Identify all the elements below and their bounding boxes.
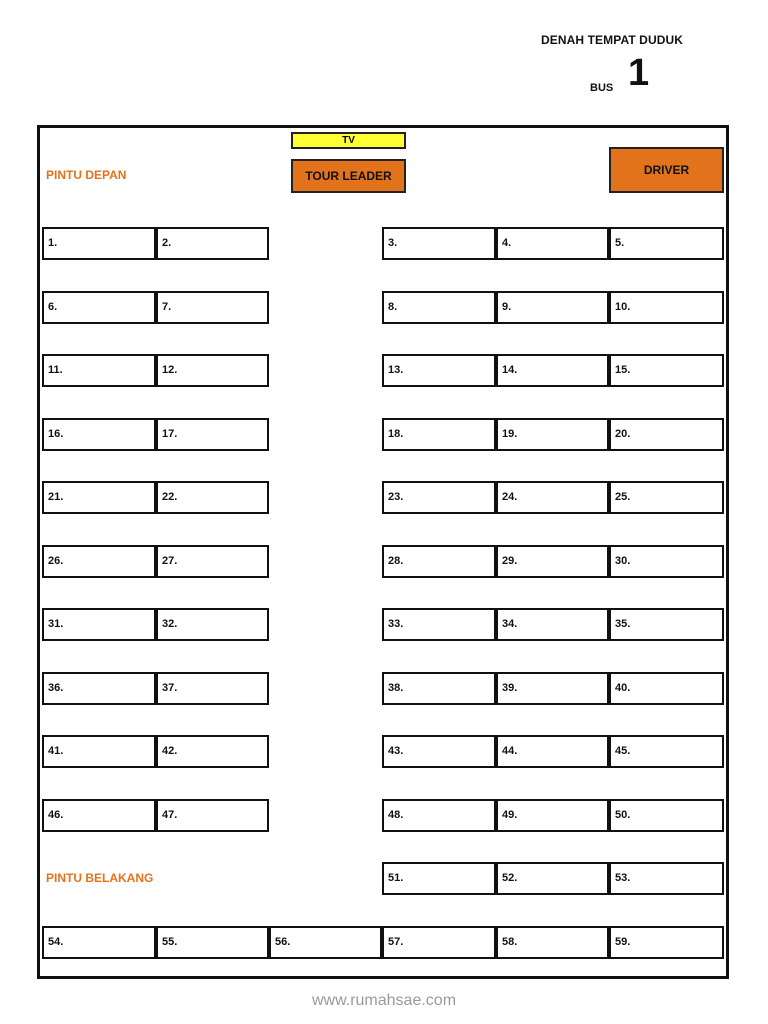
seat-cell: 2. xyxy=(156,227,269,260)
seat-cell: 36. xyxy=(42,672,156,705)
seat-cell: 38. xyxy=(382,672,496,705)
seat-cell: 49. xyxy=(496,799,609,832)
seat-cell: 10. xyxy=(609,291,724,324)
rear-door-marker xyxy=(38,862,44,894)
seat-cell: 47. xyxy=(156,799,269,832)
seat-cell: 11. xyxy=(42,354,156,387)
seat-cell: 12. xyxy=(156,354,269,387)
seat-cell: 7. xyxy=(156,291,269,324)
seat-cell: 45. xyxy=(609,735,724,768)
seat-cell: 50. xyxy=(609,799,724,832)
tour-leader-seat: TOUR LEADER xyxy=(291,159,406,193)
seat-cell: 23. xyxy=(382,481,496,514)
seat-cell: 4. xyxy=(496,227,609,260)
seat-cell: 13. xyxy=(382,354,496,387)
seat-cell: 35. xyxy=(609,608,724,641)
seat-cell: 16. xyxy=(42,418,156,451)
footer-watermark: www.rumahsae.com xyxy=(311,992,457,1009)
seat-cell: 37. xyxy=(156,672,269,705)
seat-cell: 3. xyxy=(382,227,496,260)
page-title: DENAH TEMPAT DUDUK xyxy=(541,33,684,47)
seat-cell: 39. xyxy=(496,672,609,705)
seat-cell: 9. xyxy=(496,291,609,324)
front-door-label: PINTU DEPAN xyxy=(46,168,127,182)
seat-cell: 5. xyxy=(609,227,724,260)
seat-cell: 24. xyxy=(496,481,609,514)
seat-cell: 14. xyxy=(496,354,609,387)
front-door-marker xyxy=(38,158,44,190)
bus-label: BUS xyxy=(590,82,614,94)
seat-cell: 56. xyxy=(269,926,382,959)
seat-cell: 17. xyxy=(156,418,269,451)
seat-cell: 55. xyxy=(156,926,269,959)
seat-cell: 8. xyxy=(382,291,496,324)
seat-cell: 19. xyxy=(496,418,609,451)
seat-cell: 27. xyxy=(156,545,269,578)
seat-cell: 20. xyxy=(609,418,724,451)
seat-cell: 57. xyxy=(382,926,496,959)
seat-cell: 41. xyxy=(42,735,156,768)
seat-cell: 6. xyxy=(42,291,156,324)
seat-cell: 30. xyxy=(609,545,724,578)
driver-seat: DRIVER xyxy=(609,147,724,193)
tv-box: TV xyxy=(291,132,406,149)
seat-cell: 58. xyxy=(496,926,609,959)
rear-door-label: PINTU BELAKANG xyxy=(46,871,154,885)
seat-cell: 51. xyxy=(382,862,496,895)
seat-cell: 15. xyxy=(609,354,724,387)
seat-cell: 21. xyxy=(42,481,156,514)
seat-cell: 22. xyxy=(156,481,269,514)
seat-cell: 59. xyxy=(609,926,724,959)
seat-cell: 18. xyxy=(382,418,496,451)
seat-cell: 32. xyxy=(156,608,269,641)
seat-cell: 1. xyxy=(42,227,156,260)
seat-cell: 28. xyxy=(382,545,496,578)
bus-number: 1 xyxy=(628,52,650,94)
seat-cell: 29. xyxy=(496,545,609,578)
seat-cell: 26. xyxy=(42,545,156,578)
seat-cell: 48. xyxy=(382,799,496,832)
seat-cell: 54. xyxy=(42,926,156,959)
seat-cell: 42. xyxy=(156,735,269,768)
seat-cell: 44. xyxy=(496,735,609,768)
seat-cell: 34. xyxy=(496,608,609,641)
seat-cell: 33. xyxy=(382,608,496,641)
seat-cell: 43. xyxy=(382,735,496,768)
seat-cell: 40. xyxy=(609,672,724,705)
seat-cell: 31. xyxy=(42,608,156,641)
seat-cell: 25. xyxy=(609,481,724,514)
seat-cell: 52. xyxy=(496,862,609,895)
seat-cell: 46. xyxy=(42,799,156,832)
seat-cell: 53. xyxy=(609,862,724,895)
